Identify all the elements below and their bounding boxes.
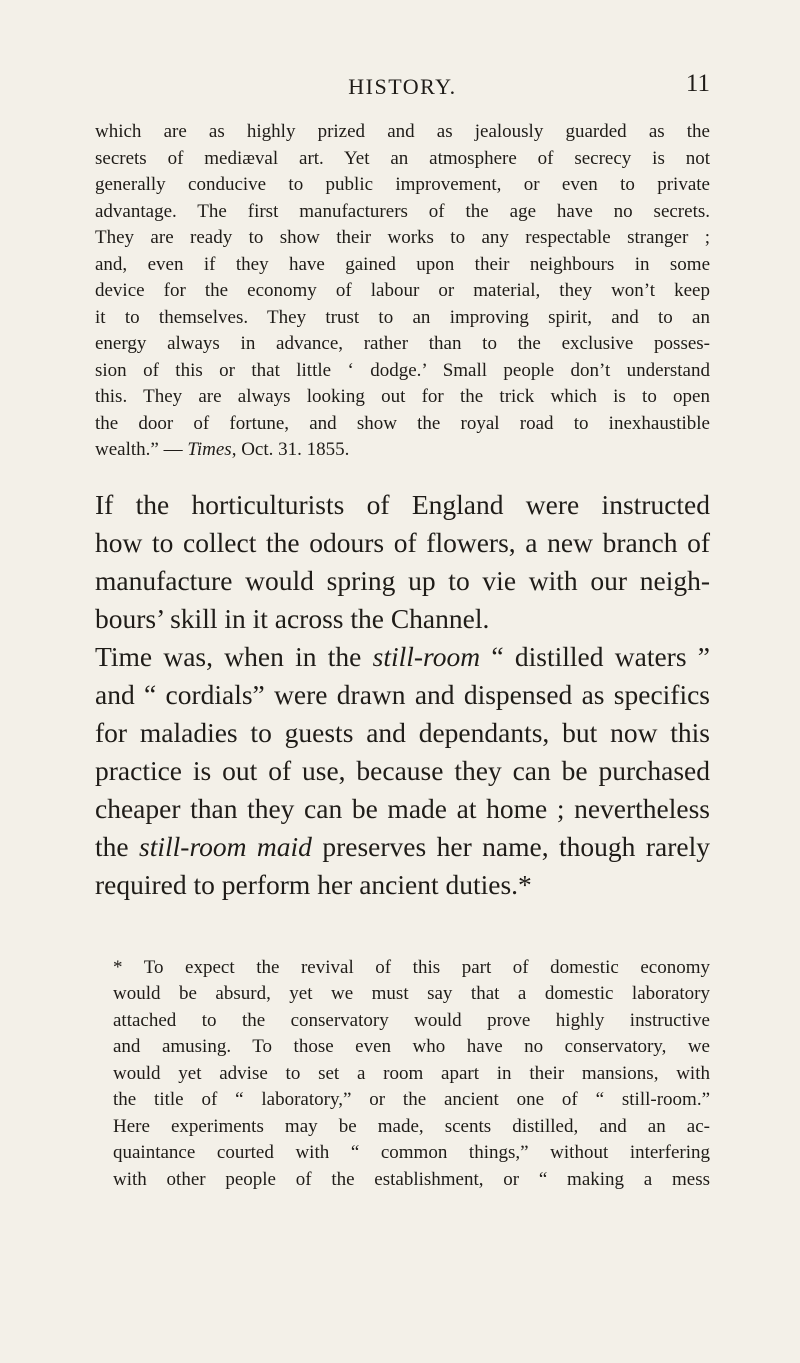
quote-source-line (95, 437, 710, 464)
main-line: bours’ skill in it across the Channel. (95, 602, 490, 634)
quote-line: advantage. The first manufacturers of the age have no secrets. (95, 200, 710, 222)
main-line: required to perform her ancient duties.* (95, 868, 532, 900)
still-room-italic: still-room (372, 640, 481, 672)
footnote-line: the title of “ laboratory,” or the ancient one of “ still-room.” (113, 1089, 710, 1110)
main-line-prefix: Time was, when in the (95, 640, 373, 672)
main-line: manufacture would spring up to vie with our neigh- (95, 564, 710, 596)
quoted-passage (95, 119, 710, 464)
quote-line: They are ready to show their works to any respectable stranger ; (95, 227, 710, 248)
running-head (95, 0, 710, 104)
main-line-with-italic (95, 638, 710, 676)
quote-line: device for the economy of labour or material, they won’t keep (95, 280, 710, 301)
footnote-line: attached to the conservatory would prove highly instructive (113, 1009, 710, 1031)
quote-source-prefix: wealth.” — (95, 439, 188, 460)
main-line: how to collect the odours of flowers, a new branch of (95, 526, 710, 558)
quote-source-date: , Oct. 31. 1855. (231, 439, 350, 460)
quote-line: and, even if they have gained upon their neighbours in some (95, 253, 710, 275)
quote-line: this. They are always looking out for the trick which is to open (95, 386, 710, 407)
quote-line: it to themselves. They trust to an improving spirit, and to an (95, 306, 710, 328)
quote-line: sion of this or that little ‘ dodge.’ Small people don’t understand (95, 359, 710, 381)
footnote-line: with other people of the establishment, or “ making a mess (113, 1168, 710, 1190)
main-line: for maladies to guests and dependants, but now this (95, 716, 710, 748)
main-line-prefix: the (95, 830, 140, 862)
main-text (95, 486, 710, 904)
footnote-line: * To expect the revival of this part of domestic economy (113, 956, 710, 978)
footnote-line: would be absurd, yet we must say that a domestic laboratory (113, 983, 710, 1004)
main-line-suffix: “ distilled waters ” (480, 640, 710, 672)
main-line: cheaper than they can be made at home ; nevertheless (95, 792, 710, 824)
main-line-with-italic (95, 828, 710, 866)
main-line-suffix: preserves her name, though rarely (311, 830, 710, 862)
footnote-line: quaintance courted with “ common things,” without interfering (113, 1142, 710, 1163)
main-line: If the horticulturists of England were instructed (95, 488, 710, 520)
still-room-maid-italic: still-room maid (139, 830, 312, 862)
quote-source-title: Times (187, 439, 232, 460)
quote-line: energy always in advance, rather than to the exclusive posses- (95, 333, 710, 354)
footnote (95, 955, 710, 1194)
page-number: 11 (685, 70, 710, 97)
footnote-line: Here experiments may be made, scents distilled, and an ac- (113, 1115, 710, 1137)
quote-line: secrets of mediæval art. Yet an atmosphere of secrecy is not (95, 147, 710, 169)
quote-line: generally conducive to public improvement, or even to private (95, 174, 710, 195)
quote-line: which are as highly prized and as jealously guarded as the (95, 121, 710, 142)
running-title: HISTORY. (348, 74, 457, 99)
quote-line: the door of fortune, and show the royal road to inexhaustible (95, 412, 710, 434)
footnote-line: would yet advise to set a room apart in their mansions, with (113, 1062, 710, 1084)
main-line: practice is out of use, because they can be purchased (95, 754, 710, 786)
main-line: and “ cordials” were drawn and dispensed as specifics (95, 678, 710, 710)
footnote-line: and amusing. To those even who have no conservatory, we (113, 1036, 710, 1057)
